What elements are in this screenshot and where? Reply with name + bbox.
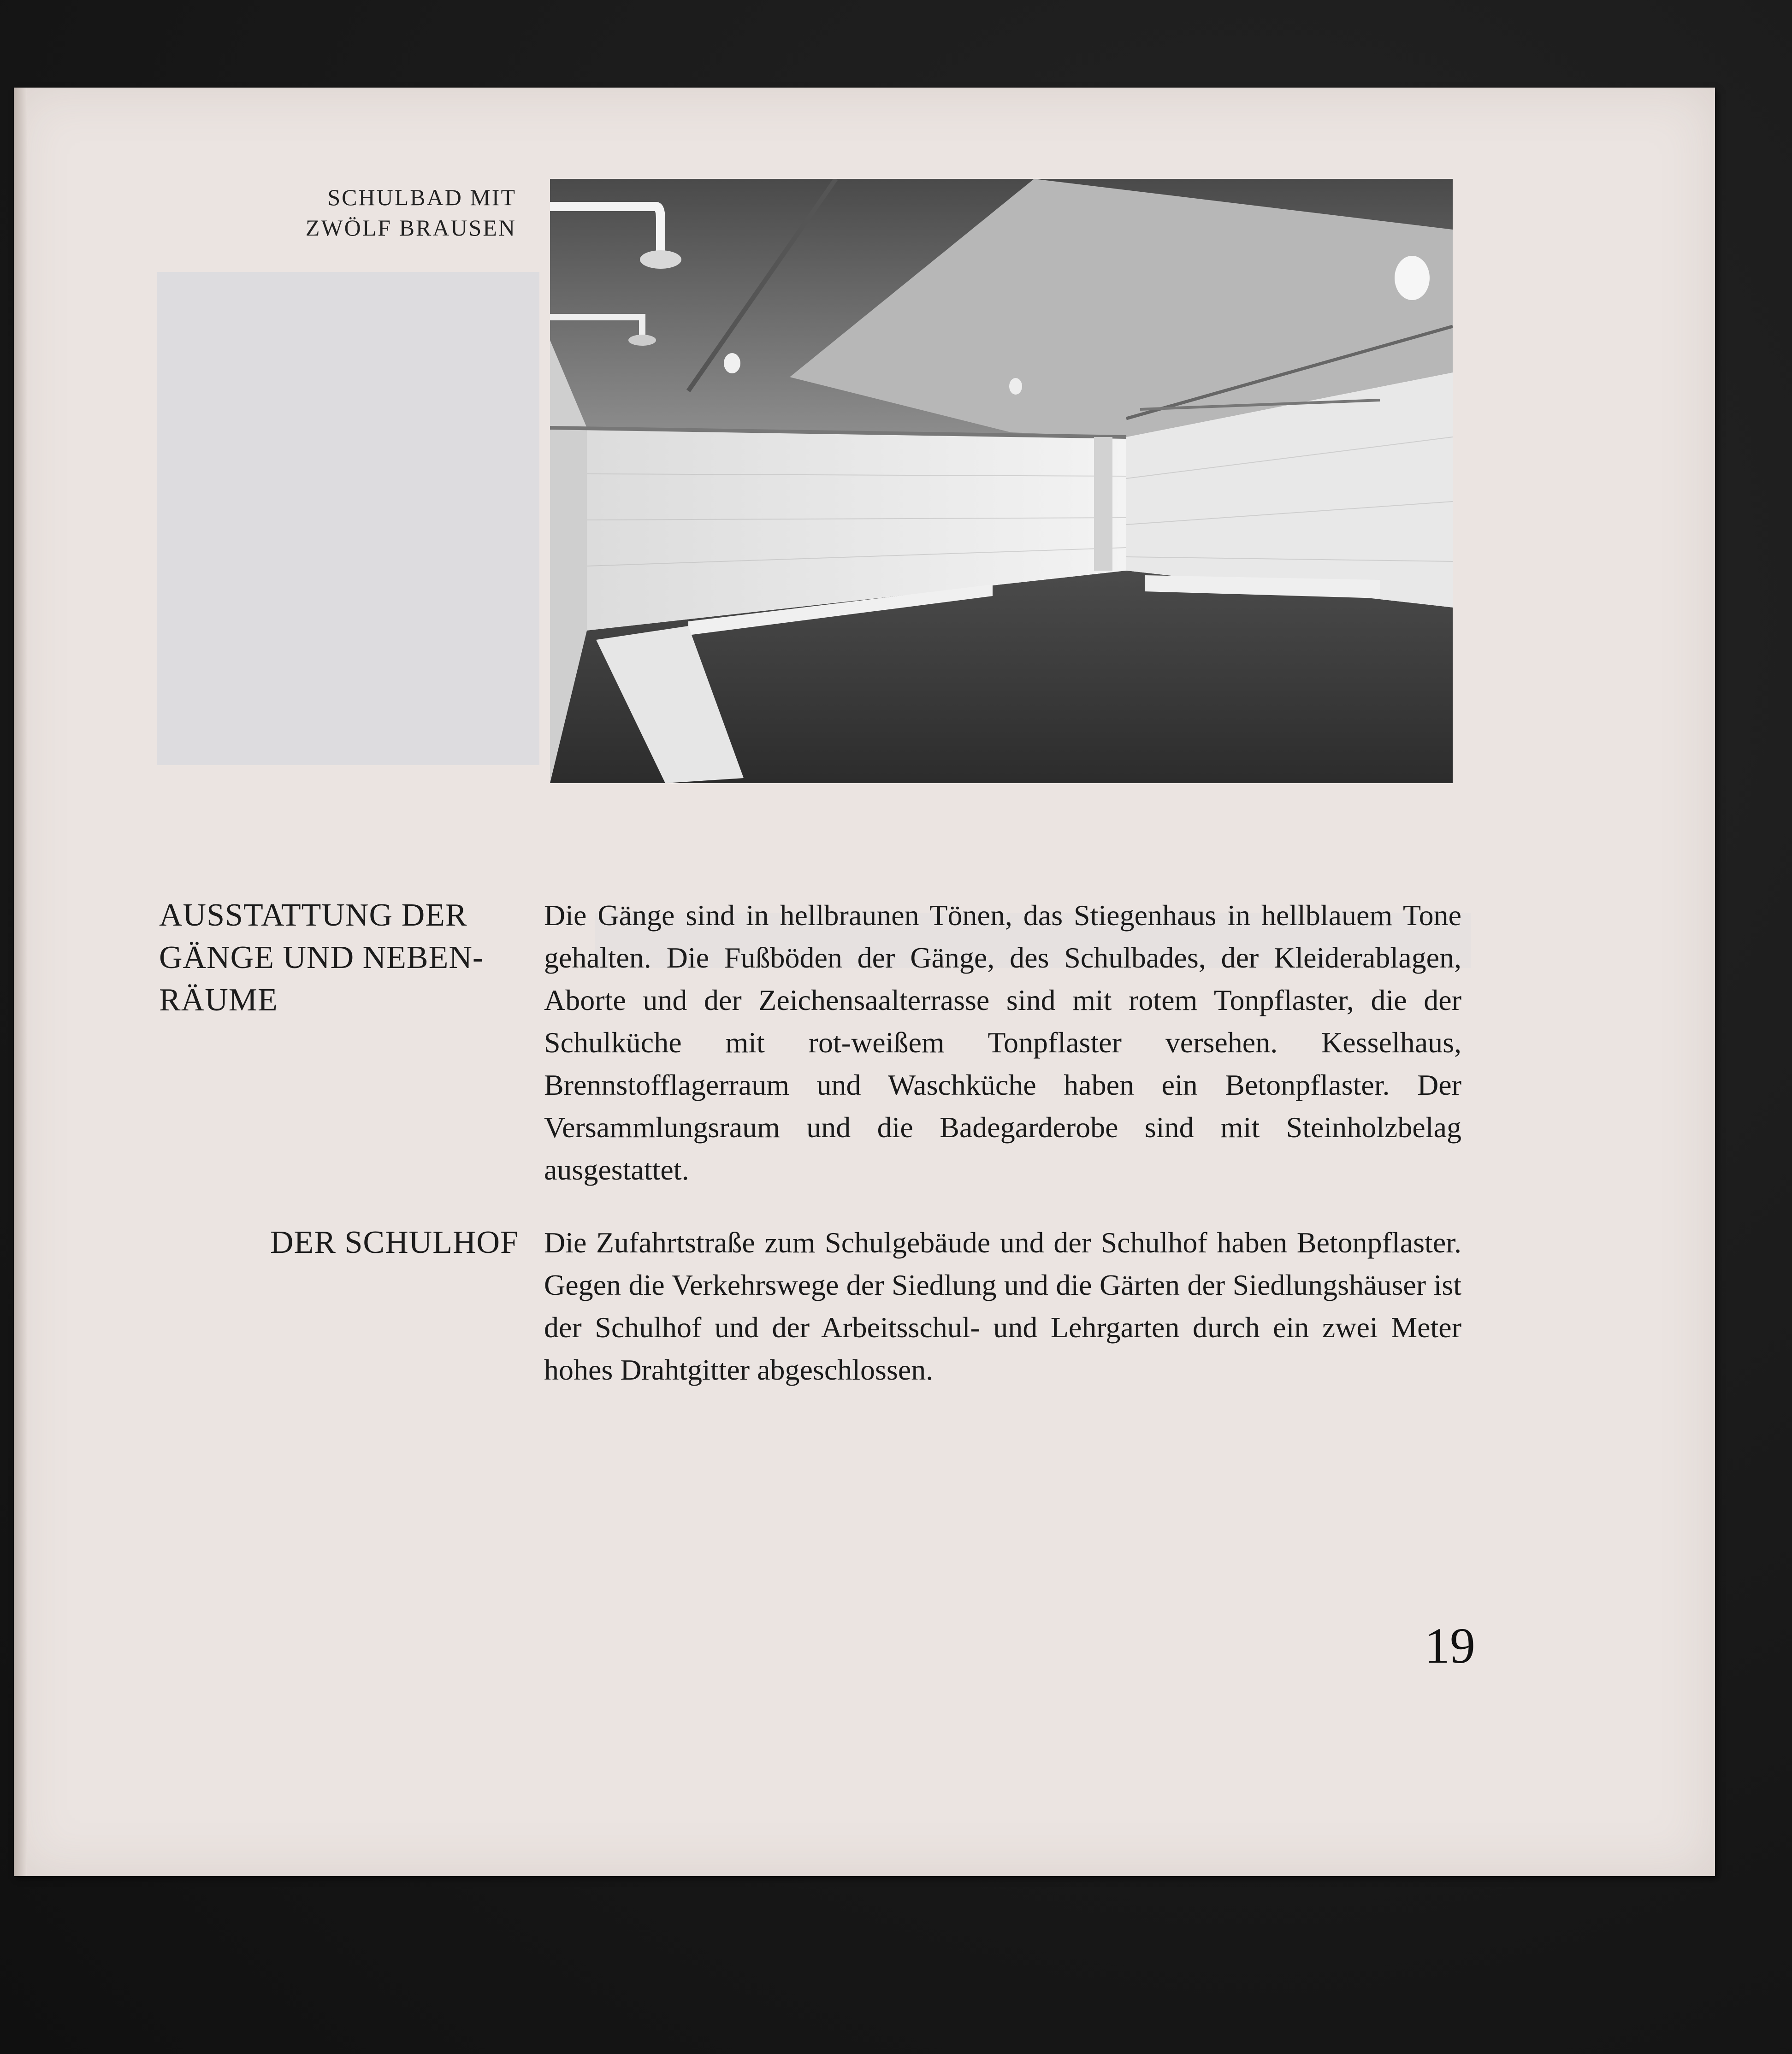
section-heading-schulhof: DER SCHULHOF [270, 1225, 519, 1260]
caption-line: SCHULBAD MIT [327, 184, 516, 210]
page-number: 19 [1425, 1617, 1475, 1674]
section-body-schulhof: Die Zufahrtstraße zum Schulgebäude und der Schulhof haben Betonpflaster. Gegen die Verkehrswege der Siedlung und die Gärten der Siedlungshäuser ist der Schulhof und der Arbeitsschul- und Lehrgarten durch ein zwei Meter hohes Drahtgitter abgeschlossen. [544, 1226, 1461, 1386]
photo-caption [184, 182, 516, 243]
caption-line: ZWÖLF BRAUSEN [305, 215, 516, 241]
section-heading-ausstattung [159, 894, 519, 1021]
section-body-ausstattung: Die Gänge sind in hellbraunen Tönen, das Stiegenhaus in hellblauem Tone gehalten. Die Fußböden der Gänge, des Schulbades, der Kleiderablagen, Aborte und der Zeichensaalterrasse sind mit rotem Tonpflaster, die der Schulküche mit rot-weißem Tonpflaster versehen. Kesselhaus, Brennstofflagerraum und Waschküche haben ein Betonpflaster. Der Versammlungsraum und die Badegarderobe sind mit Steinholzbelag ausgestattet. [544, 899, 1461, 1186]
page-spine [14, 88, 27, 1876]
shower-room-photo [550, 179, 1453, 783]
show-through-shade [157, 272, 539, 765]
heading-line: AUSSTATTUNG DER [159, 897, 467, 933]
photo-illustration [550, 179, 1453, 783]
heading-line: GÄNGE UND NEBEN- [159, 940, 484, 975]
heading-line: RÄUME [159, 982, 278, 1018]
